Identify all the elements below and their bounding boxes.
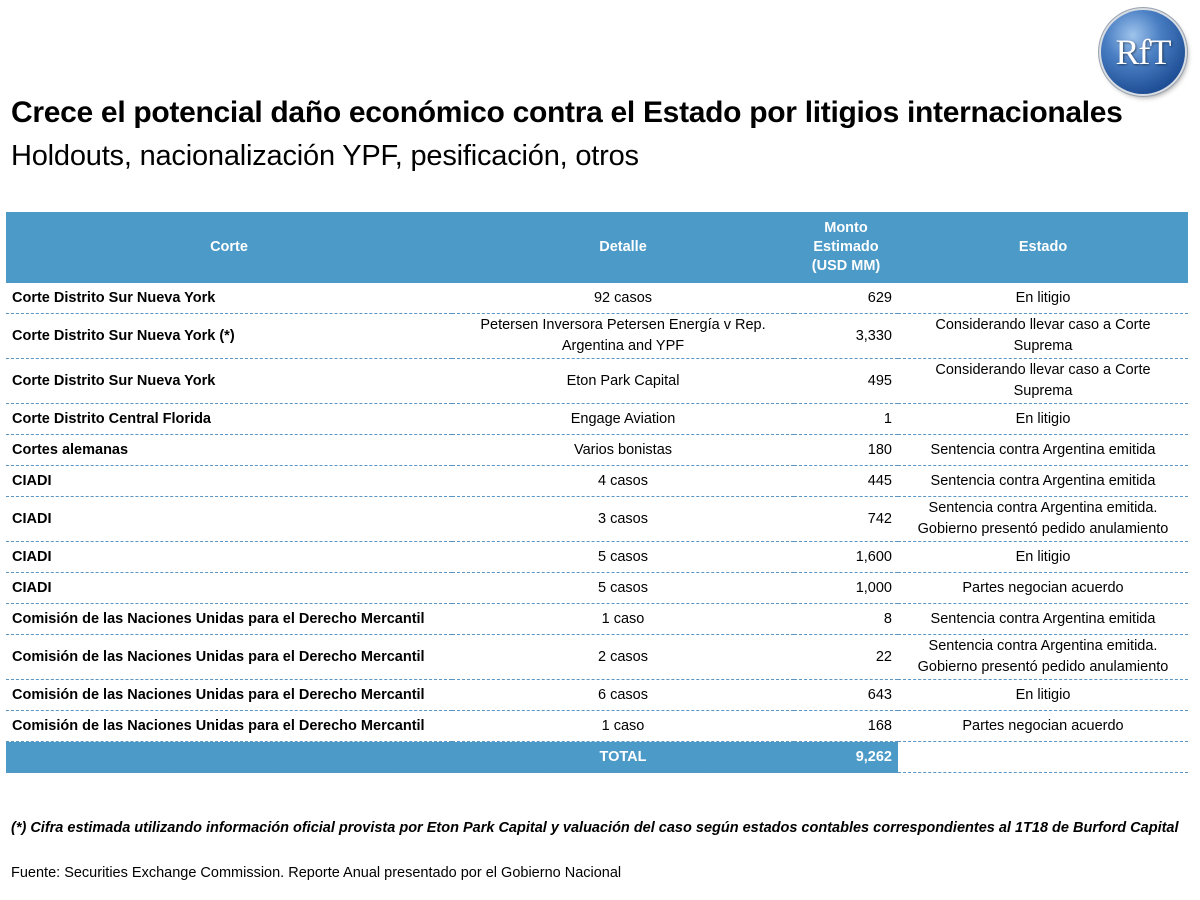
total-spacer xyxy=(6,742,452,773)
total-blank xyxy=(898,742,1188,773)
cell-corte: Comisión de las Naciones Unidas para el Derecho Mercantil xyxy=(6,635,452,680)
cell-estado: En litigio xyxy=(898,542,1188,573)
table-row xyxy=(6,711,1188,742)
column-header-monto: Monto Estimado (USD MM) xyxy=(794,212,898,283)
cell-corte: Comisión de las Naciones Unidas para el Derecho Mercantil xyxy=(6,680,452,711)
page-title: Crece el potencial daño económico contra el Estado por litigios internacionales xyxy=(11,96,1123,129)
cell-corte: Corte Distrito Central Florida xyxy=(6,404,452,435)
column-header-corte: Corte xyxy=(6,212,452,283)
source-line: Fuente: Securities Exchange Commission. Reporte Anual presentado por el Gobierno Nacional xyxy=(11,865,622,881)
rft-logo xyxy=(1101,10,1185,94)
cell-estado: Sentencia contra Argentina emitida xyxy=(898,604,1188,635)
cell-detalle: 1 caso xyxy=(452,604,794,635)
table-row xyxy=(6,359,1188,404)
cell-estado: En litigio xyxy=(898,283,1188,314)
cell-estado: En litigio xyxy=(898,404,1188,435)
cell-estado: Partes negocian acuerdo xyxy=(898,573,1188,604)
table-row xyxy=(6,404,1188,435)
cell-estado: En litigio xyxy=(898,680,1188,711)
litigation-table xyxy=(6,212,1188,773)
table-row xyxy=(6,542,1188,573)
cell-detalle: Eton Park Capital xyxy=(452,359,794,404)
cell-monto: 1,000 xyxy=(794,573,898,604)
cell-corte: Comisión de las Naciones Unidas para el Derecho Mercantil xyxy=(6,604,452,635)
table-row xyxy=(6,604,1188,635)
cell-estado: Partes negocian acuerdo xyxy=(898,711,1188,742)
cell-monto: 1 xyxy=(794,404,898,435)
cell-detalle: 6 casos xyxy=(452,680,794,711)
column-header-estado: Estado xyxy=(898,212,1188,283)
total-monto: 9,262 xyxy=(794,742,898,773)
table-row xyxy=(6,635,1188,680)
cell-monto: 643 xyxy=(794,680,898,711)
cell-monto: 629 xyxy=(794,283,898,314)
table-row xyxy=(6,497,1188,542)
cell-monto: 445 xyxy=(794,466,898,497)
cell-corte: Corte Distrito Sur Nueva York (*) xyxy=(6,314,452,359)
cell-detalle: Varios bonistas xyxy=(452,435,794,466)
cell-monto: 168 xyxy=(794,711,898,742)
cell-detalle: 3 casos xyxy=(452,497,794,542)
table-row xyxy=(6,573,1188,604)
cell-estado: Considerando llevar caso a Corte Suprema xyxy=(898,359,1188,404)
page-subtitle: Holdouts, nacionalización YPF, pesificación, otros xyxy=(11,140,639,172)
cell-estado: Sentencia contra Argentina emitida. Gobierno presentó pedido anulamiento xyxy=(898,635,1188,680)
column-header-detalle: Detalle xyxy=(452,212,794,283)
cell-monto: 742 xyxy=(794,497,898,542)
table-header-row xyxy=(6,212,1188,283)
cell-monto: 495 xyxy=(794,359,898,404)
cell-monto: 3,330 xyxy=(794,314,898,359)
logo-text: RfT xyxy=(1115,32,1171,72)
cell-detalle: 4 casos xyxy=(452,466,794,497)
cell-detalle: 1 caso xyxy=(452,711,794,742)
table-row xyxy=(6,314,1188,359)
cell-corte: Corte Distrito Sur Nueva York xyxy=(6,359,452,404)
cell-corte: CIADI xyxy=(6,466,452,497)
table-row xyxy=(6,680,1188,711)
cell-monto: 180 xyxy=(794,435,898,466)
cell-corte: CIADI xyxy=(6,573,452,604)
cell-monto: 1,600 xyxy=(794,542,898,573)
footnote: (*) Cifra estimada utilizando información oficial provista por Eton Park Capital y valuación del caso según estados contables correspondientes al 1T18 de Burford Capital xyxy=(11,820,1179,836)
cell-detalle: 5 casos xyxy=(452,573,794,604)
cell-detalle: 2 casos xyxy=(452,635,794,680)
cell-estado: Considerando llevar caso a Corte Suprema xyxy=(898,314,1188,359)
cell-detalle: 5 casos xyxy=(452,542,794,573)
cell-corte: Cortes alemanas xyxy=(6,435,452,466)
cell-detalle: Petersen Inversora Petersen Energía v Rep. Argentina and YPF xyxy=(452,314,794,359)
cell-estado: Sentencia contra Argentina emitida xyxy=(898,435,1188,466)
cell-corte: CIADI xyxy=(6,497,452,542)
cell-estado: Sentencia contra Argentina emitida xyxy=(898,466,1188,497)
cell-corte: Corte Distrito Sur Nueva York xyxy=(6,283,452,314)
cell-corte: CIADI xyxy=(6,542,452,573)
cell-detalle: Engage Aviation xyxy=(452,404,794,435)
cell-monto: 22 xyxy=(794,635,898,680)
total-label: TOTAL xyxy=(452,742,794,773)
cell-estado: Sentencia contra Argentina emitida. Gobierno presentó pedido anulamiento xyxy=(898,497,1188,542)
cell-detalle: 92 casos xyxy=(452,283,794,314)
table-row xyxy=(6,435,1188,466)
table-row xyxy=(6,283,1188,314)
total-row xyxy=(6,742,1188,773)
cell-corte: Comisión de las Naciones Unidas para el Derecho Mercantil xyxy=(6,711,452,742)
cell-monto: 8 xyxy=(794,604,898,635)
table-row xyxy=(6,466,1188,497)
